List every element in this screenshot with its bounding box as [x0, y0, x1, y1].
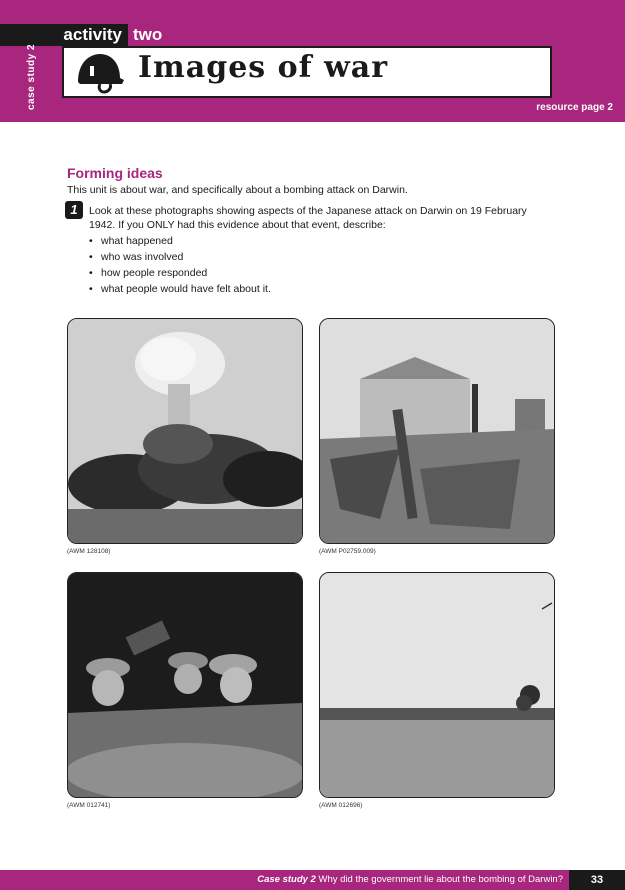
- question-number: 1: [65, 201, 83, 219]
- section-title: Forming ideas: [67, 165, 163, 181]
- activity-number: two: [133, 25, 163, 44]
- bullet-list: [89, 233, 271, 297]
- harbour-photo: [319, 572, 555, 798]
- bullet-item: • who was involved: [89, 249, 271, 265]
- footer-text: [257, 874, 563, 885]
- resource-label: resource page 2: [536, 102, 613, 113]
- footer-band: [0, 870, 625, 890]
- photo-caption: (AWM 128108): [67, 548, 111, 555]
- side-label: case study 2: [26, 43, 37, 110]
- bullet-item: • what people would have felt about it.: [89, 281, 271, 297]
- page-number: 33: [569, 870, 625, 890]
- helmet-icon: [70, 52, 126, 96]
- photo-caption: (AWM 012696): [319, 802, 363, 809]
- soldiers-photo: [67, 572, 303, 798]
- intro-text: This unit is about war, and specifically about a bombing attack on Darwin.: [67, 184, 408, 196]
- title-box: [62, 46, 552, 98]
- bullet-item: • what happened: [89, 233, 271, 249]
- explosion-photo: [67, 318, 303, 544]
- question-text: Look at these photographs showing aspects of the Japanese attack on Darwin on 19 February 1942. If you ONLY had this evidence about that event, describe:: [89, 205, 527, 231]
- bullet-item: • how people responded: [89, 265, 271, 281]
- footer-case-label: Case study 2: [257, 874, 316, 885]
- page-title: Images of war: [138, 50, 389, 85]
- activity-label: activity: [0, 24, 128, 46]
- photo-caption: (AWM 012741): [67, 802, 111, 809]
- footer-question: Why did the government lie about the bombing of Darwin?: [318, 874, 563, 885]
- photo-caption: (AWM P02759.009): [319, 548, 376, 555]
- ruins-photo: [319, 318, 555, 544]
